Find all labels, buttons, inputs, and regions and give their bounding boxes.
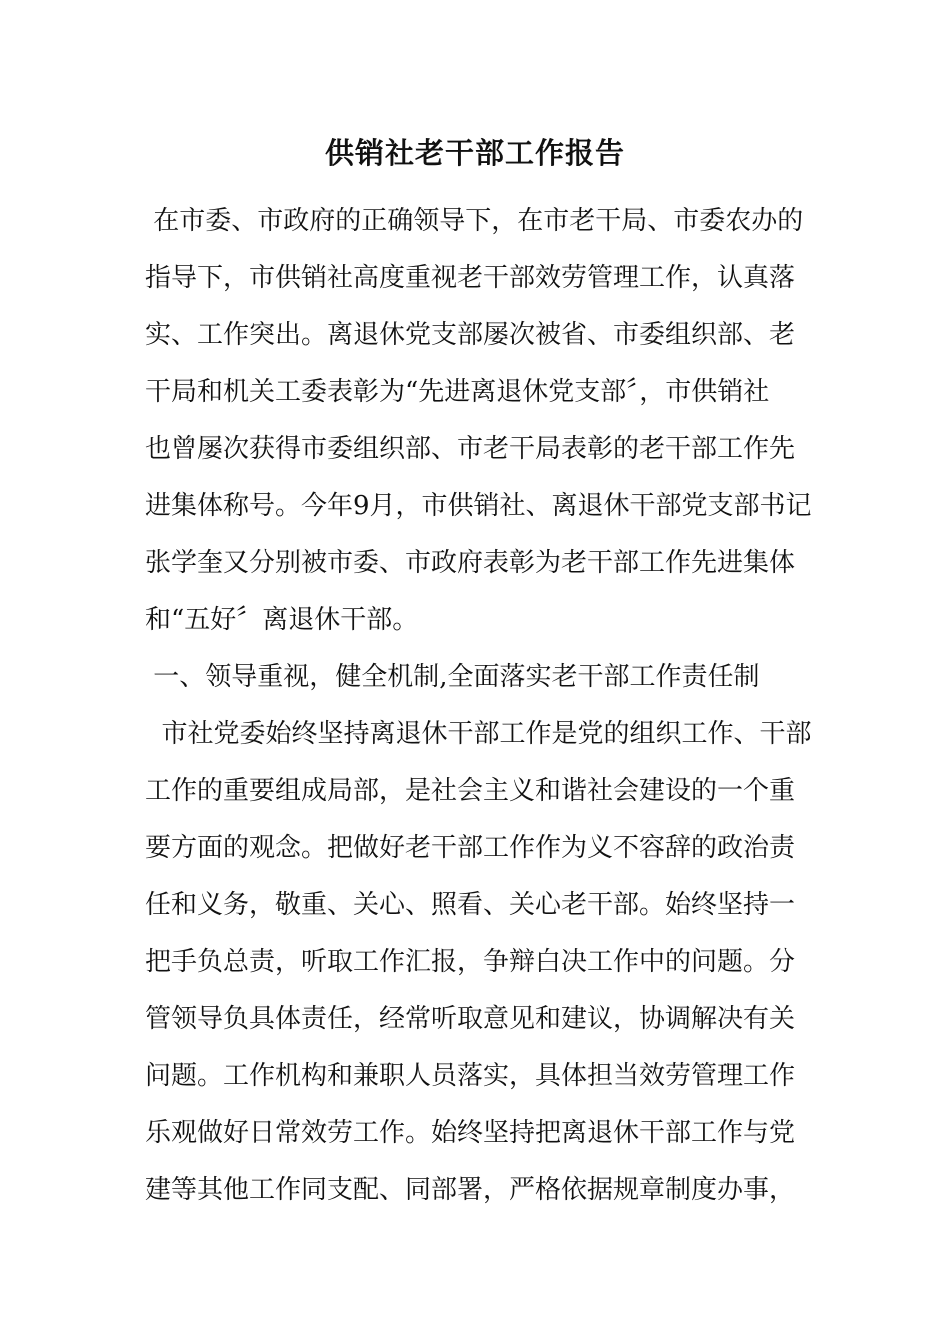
paragraph-line: 乐观做好日常效劳工作。始终坚持把离退休干部工作与党 [145,1118,796,1148]
document-title: 供销社老干部工作报告 [324,136,625,170]
paragraph-line: 市社党委始终坚持离退休干部工作是党的组织工作、干部 [145,719,812,749]
section-heading: 一、领导重视，健全机制,全面落实老干部工作责任制 [145,662,760,692]
paragraph-line: 干局和机关工委表彰为“先进离退休党支部〞，市供销社 [145,377,770,407]
paragraph-line: 实、工作突出。离退休党支部屡次被省、市委组织部、老 [145,320,796,350]
paragraph-line: 把手负总责，听取工作汇报，争辩白决工作中的问题。分 [145,947,796,977]
paragraph-line: 也曾屡次获得市委组织部、市老干局表彰的老干部工作先 [145,434,796,464]
paragraph-line: 和“五好〞离退休干部。 [145,605,419,635]
paragraph-line: 进集体称号。今年9月，市供销社、离退休干部党支部书记 [145,491,812,521]
paragraph-line: 管领导负具体责任，经常听取意见和建议，协调解决有关 [145,1004,796,1034]
paragraph-line: 建等其他工作同支配、同部署，严格依据规章制度办事， [145,1175,796,1205]
paragraph-line: 任和义务，敬重、关心、照看、关心老干部。始终坚持一 [145,890,796,920]
paragraph-line: 问题。工作机构和兼职人员落实，具体担当效劳管理工作 [145,1061,796,1091]
paragraph-line: 在市委、市政府的正确领导下，在市老干局、市委农办的 [145,206,804,236]
paragraph-line: 指导下，市供销社高度重视老干部效劳管理工作，认真落 [145,263,796,293]
paragraph-line: 要方面的观念。把做好老干部工作作为义不容辞的政治责 [145,833,796,863]
paragraph-line: 张学奎又分别被市委、市政府表彰为老干部工作先进集体 [145,548,796,578]
paragraph-line: 工作的重要组成局部，是社会主义和谐社会建设的一个重 [145,776,796,806]
